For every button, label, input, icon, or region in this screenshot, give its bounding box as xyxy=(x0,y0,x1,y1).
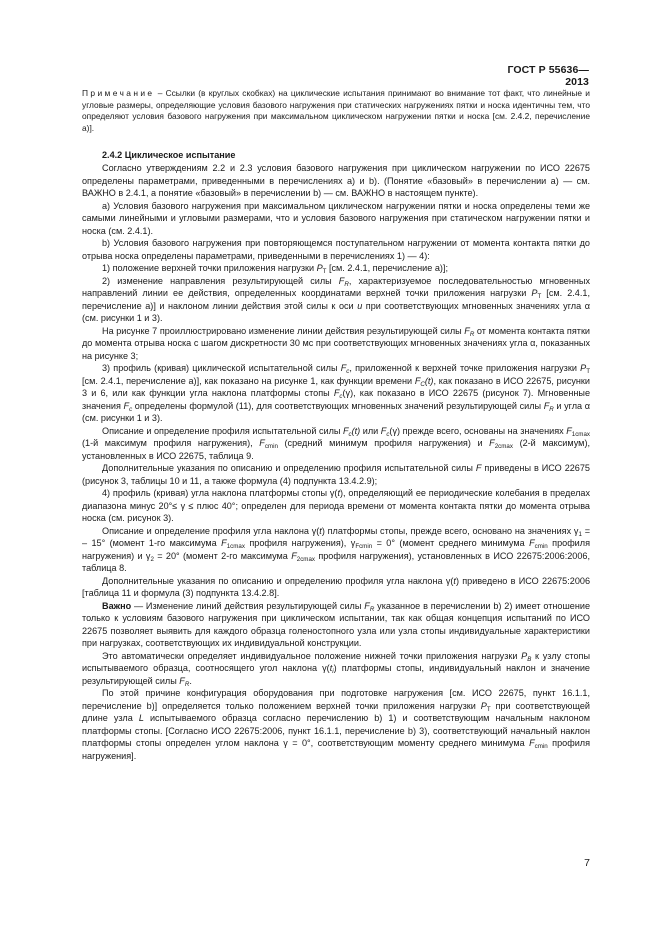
page-number: 7 xyxy=(584,857,590,869)
paragraph: а) Условия базового нагружения при максимальном циклическом нагружении пятки и носка определены теми же самыми линейными и угловыми размерами, что и условия базового нагружения при статическом нагружении пятки и носка (см. 2.4.1). xyxy=(82,200,590,236)
important-label: Важно xyxy=(102,600,132,611)
list-item: 4) профиль (кривая) угла наклона платформы стопы γ(t), определяющий ее периодические колебания в пределах диапазона минус 20°≤ γ ≤ плюс 40°; определен для периода времени от момента контакта пятки до момента отрыва носка (см. рисунок 3). xyxy=(82,488,590,523)
paragraph: Описание и определение профиля испытательной силы $F_c(t)$ или $F_c(\gamma)$ прежде всего, основаны на значениях $F_{1cmax}$ (1-й максимум профиля нагружения), $F_{cmin}$ (средний минимум профиля нагружения) и $F_{2cmax}$ (2-й максимум), установленных в ИСО 22675, таблица 9. xyxy=(82,425,590,461)
document-id: ГОСТ Р 55636—2013 xyxy=(507,64,589,88)
paragraph: Описание и определение профиля угла наклона γ(t) платформы стопы, прежде всего, основано на значениях $\gamma_1$ = – 15° (момент 1-го максимума $F_{1cmax}$ профиля нагружения), $\gamma_{Fcmin} = 0^\circ$ (момент среднего минимума $F_{cmin}$ профиля нагружения) и $\gamma_2 = 20^\circ$ (момент 2-го максимума $F_{2cmax}$ профиля нагружения), установленных в ИСО 22675:2006:2006, таблица 8. xyxy=(82,525,591,573)
section-heading: 2.4.2 Циклическое испытание xyxy=(102,150,236,160)
main-text xyxy=(82,149,590,762)
paragraph: На рисунке 7 проиллюстрировано изменение линии действия результирующей силы $F_R$ от момента контакта пятки до момента отрыва носка с шагом дискретности 30 мс при соответствующих мгновенных значениях угла α, показанных на рисунке 3; xyxy=(82,325,591,361)
note-text: – Ссылки (в круглых скобках) на циклические испытания принимают во внимание тот факт, что линейные и угловые размеры, определяющие условия базового нагружения при статических нагружениях пятки и носка идентичны тем, что определяют условия базового нагружения при максимальном циклическом нагружении пятки и носка [см. 2.4.2, перечисление а)]. xyxy=(82,88,590,133)
list-item: 1) положение верхней точки приложения нагрузки $P_T$ [см. 2.4.1, перечисление а)]; xyxy=(102,263,448,275)
paragraph: b) Условия базового нагружения при повторяющемся поступательном нагружении от момента контакта пятки до отрыва носка определены параметрами, приведенными в перечислениях 1) — 4): xyxy=(82,238,590,261)
paragraph: Это автоматически определяет индивидуальное положение нижней точки приложения нагрузки $P_B$ к узлу стопы испытываемого образца, соотносящего угол наклона $\gamma(t_i)$ платформы стопы, индивидуальный наклон и значение результирующей силы $F_R$. xyxy=(82,650,590,688)
paragraph: Дополнительные указания по описанию и определению профиля испытательной силы F приведены в ИСО 22675 (рисунок 3, таблицы 10 и 11, а также формула (4) подпункта 13.4.2.9); xyxy=(82,463,590,486)
note-paragraph xyxy=(82,88,590,134)
list-item: 2) изменение направления результирующей силы $F_R$, характеризуемое последовательностью мгновенных направлений линии ее действия, определенных координатами верхней точки приложения нагрузки $P_T$ [см. 2.4.1, перечисление а)] и наклоном линии действия этой силы к оси u при соответствующих мгновенных значениях угла α (см. рисунки 1 и 3). xyxy=(82,275,590,323)
note-block xyxy=(82,88,590,134)
list-item: 3) профиль (кривая) циклической испытательной силы $F_c$, приложенной к верхней точке приложения нагрузки $P_T$ [см. 2.4.1, перечисление а)], как показано на рисунке 1, как функции времени $F_C(t)$, как показано в ИСО 22675, рисунки 3 и 6, или как функции угла наклона платформы стопы $F_c(\gamma)$, как показано в ИСО 22675 (рисунок 7). Мгновенные значения $F_c$ определены формулой (11), для соответствующих мгновенных значений результирующей силы $F_R$ и угла α (см. рисунки 1 и 3). xyxy=(82,363,591,423)
important-paragraph: Важно — Изменение линий действия результирующей силы $F_R$ указанное в перечислении b) 2) имеет отношение только к условиям базового нагружения при циклическом испытании, так как общая концепция испытаний по ИСО 22675 позволяет выявить для каждого образца голеностопного узла или узла стопы индивидуальные характеристики при нагрузках, соответствующих их индивидуальной конструкции. xyxy=(82,600,591,648)
paragraph: Дополнительные указания по описанию и определению профиля угла наклона γ(t) приведено в ИСО 22675:2006 [таблица 11 и формула (3) подпункта 13.4.2.8]. xyxy=(82,575,590,598)
paragraph: По этой причине конфигурация оборудования при подготовке нагружения [см. ИСО 22675, пункт 16.1.1, перечисление b)] определяется только положением верхней точки приложения нагрузки $P_T$ при соответствующей длине узла L испытываемого образца согласно перечислению b) 1) и соответствующим начальным наклоном платформы стопы. [Согласно ИСО 22675:2006, пункт 16.1.1, перечисление b) 3), соответствующий начальный наклон платформы стопы определен углом наклона γ = 0°, соответствующим моменту среднего минимума $F_{cmin}$ профиля нагружения]. xyxy=(82,688,590,761)
note-label: Примечание xyxy=(82,88,155,98)
paragraph: Согласно утверждениям 2.2 и 2.3 условия базового нагружения при циклическом нагружении по ИСО 22675 определены параметрами, приведенными в перечислениях а) и b). (Понятие «базовый» в перечислении а) — см. ВАЖНО в 2.4.1, а понятие «базовый» в перечислении b) — см. ВАЖНО в настоящем пункте). xyxy=(82,163,590,198)
